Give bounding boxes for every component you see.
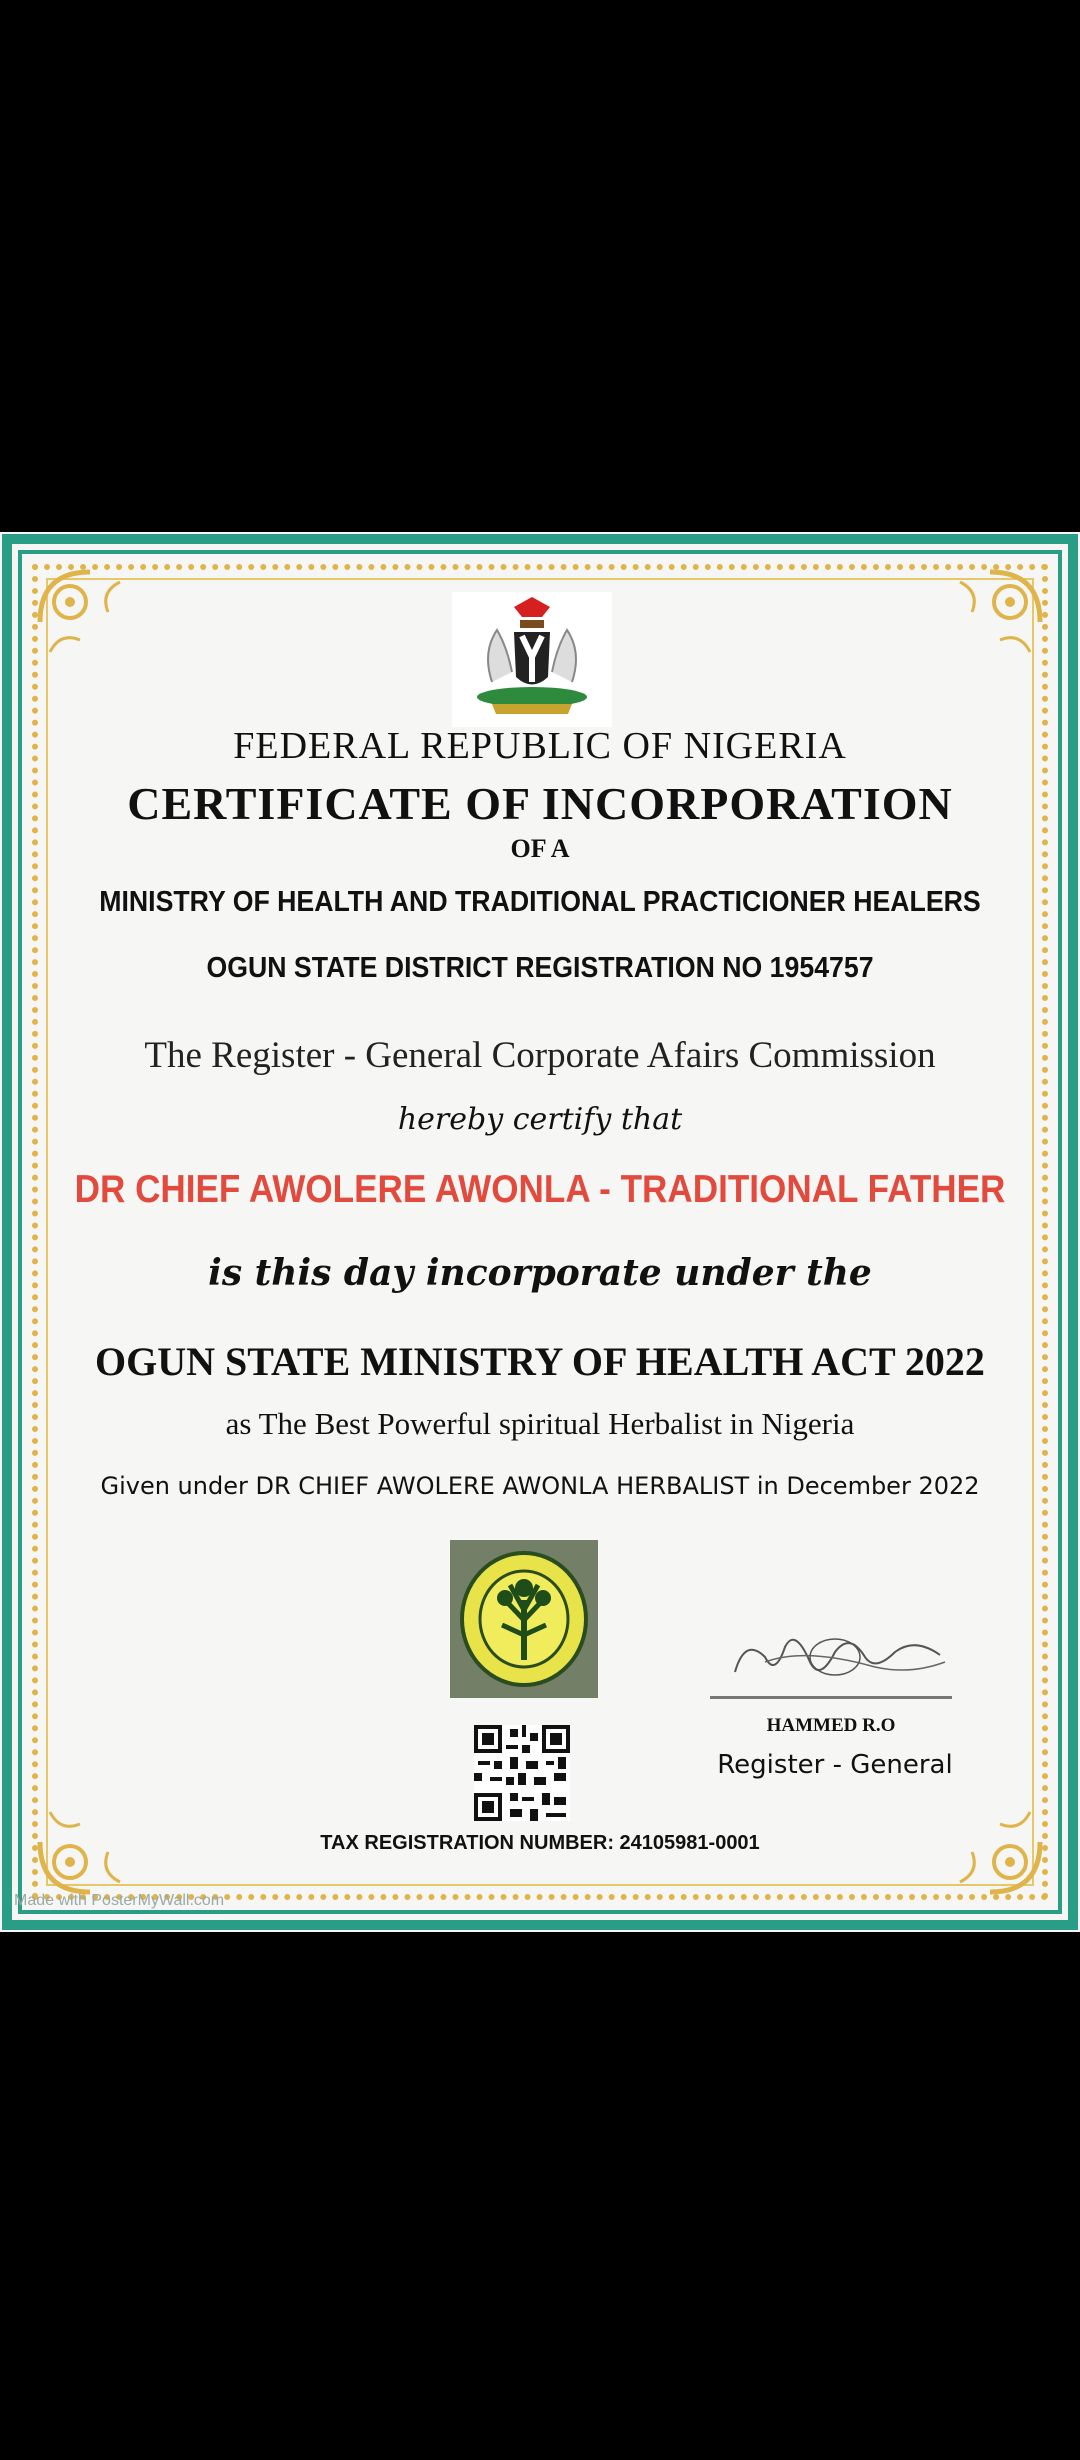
recipient-name: DR CHIEF AWOLERE AWONLA - TRADITIONAL FATHER — [74, 1168, 1006, 1211]
federal-heading: FEDERAL REPUBLIC OF NIGERIA — [233, 725, 847, 767]
signatory-name: HAMMED R.O — [766, 1715, 896, 1736]
tax-registration-number: TAX REGISTRATION NUMBER: 24105981-0001 — [320, 1832, 760, 1854]
qr-code-icon — [474, 1725, 570, 1821]
best-herbalist-text: as The Best Powerful spiritual Herbalist in Nigeria — [225, 1406, 855, 1441]
certificate-title: CERTIFICATE OF INCORPORATION — [127, 778, 953, 829]
signature-icon — [725, 1617, 955, 1697]
ministry-line: MINISTRY OF HEALTH AND TRADITIONAL PRACTICIONER HEALERS — [99, 886, 981, 918]
registration-line: OGUN STATE DISTRICT REGISTRATION NO 1954757 — [206, 952, 874, 984]
incorporate-text: is this day incorporate under the — [208, 1252, 872, 1294]
postermywall-watermark: Made with PosterMyWall.com — [14, 1892, 225, 1909]
act-title: OGUN STATE MINISTRY OF HEALTH ACT 2022 — [95, 1339, 985, 1384]
of-a-text: OF A — [510, 834, 570, 863]
signature-line — [710, 1696, 952, 1699]
corner-ornament-icon — [30, 562, 150, 682]
register-general-line: The Register - General Corporate Afairs Commission — [144, 1035, 936, 1076]
hereby-certify-text: hereby certify that — [397, 1102, 683, 1137]
coat-of-arms-icon — [452, 592, 612, 727]
signatory-title: Register - General — [717, 1750, 953, 1780]
corner-ornament-icon — [930, 562, 1050, 682]
certificate-photo — [0, 532, 1080, 1932]
herbal-seal-icon — [450, 1540, 598, 1698]
given-under-text: Given under DR CHIEF AWOLERE AWONLA HERBALIST in December 2022 — [100, 1472, 980, 1500]
